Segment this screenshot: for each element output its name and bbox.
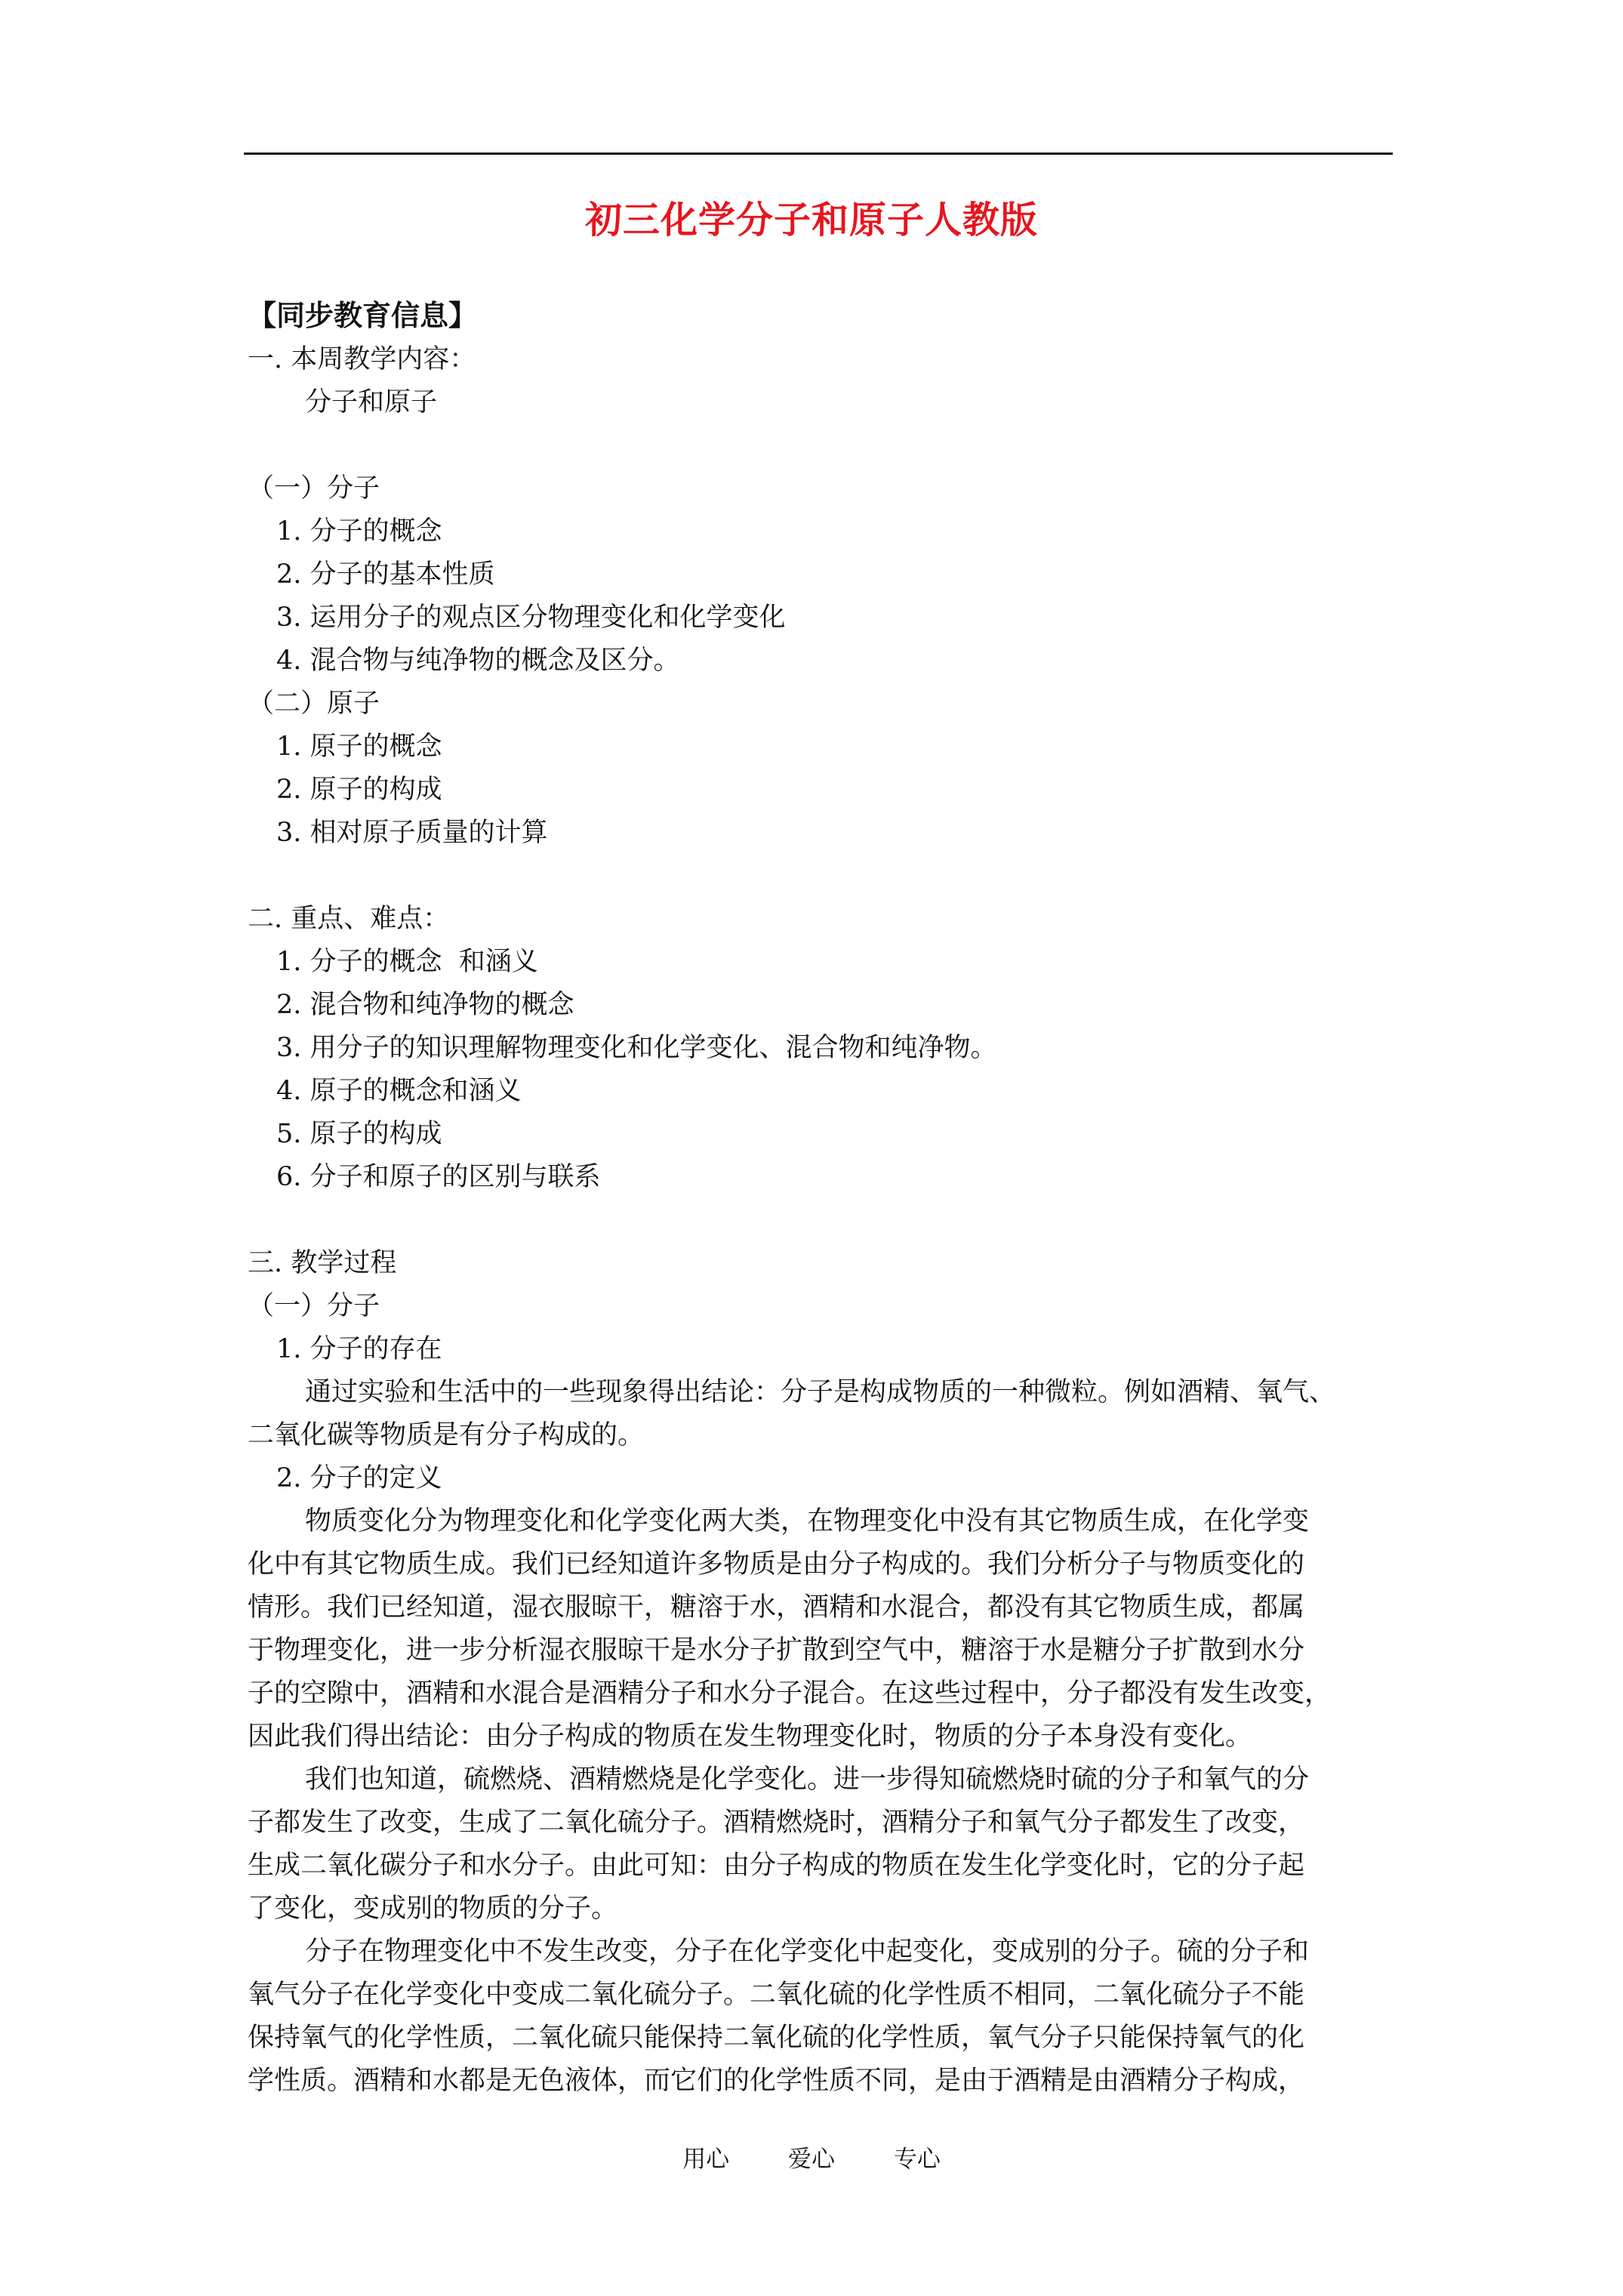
part1-heading: 一. 本周教学内容： — [248, 344, 476, 374]
list-item: 4. 原子的概念和涵义 — [276, 1076, 522, 1106]
spacer — [248, 855, 1414, 898]
paragraph-line: 于物理变化，进一步分析湿衣服晾干是水分子扩散到空气中，糖溶于水是糖分子扩散到水分 — [248, 1635, 1305, 1666]
paragraph — [248, 1758, 1414, 1931]
paragraph — [248, 1500, 1414, 1758]
part1-topic: 分子和原子 — [305, 387, 438, 418]
document-body — [248, 293, 1414, 2103]
list-item: 1. 分子的概念 — [276, 516, 442, 547]
part3-sub1-heading: （一）分子 — [248, 1291, 380, 1321]
part1-sub2-heading: （二）原子 — [248, 689, 380, 719]
paragraph-line: 化中有其它物质生成。我们已经知道许多物质是由分子构成的。我们分析分子与物质变化的 — [248, 1549, 1305, 1579]
paragraph-line: 我们也知道，硫燃烧、酒精燃烧是化学变化。进一步得知硫燃烧时硫的分子和氧气的分 — [305, 1764, 1310, 1795]
list-item: 6. 分子和原子的区别与联系 — [276, 1162, 601, 1192]
part1-sub1-heading: （一）分子 — [248, 473, 380, 504]
section-label: 【同步教育信息】 — [248, 298, 478, 332]
footer-text: 爱心 — [788, 2146, 835, 2173]
document-title: 初三化学分子和原子人教版 — [584, 198, 1038, 242]
list-item: 1. 分子的存在 — [276, 1334, 442, 1364]
list-item: 4. 混合物与纯净物的概念及区分。 — [276, 646, 680, 676]
list-item: 3. 用分子的知识理解物理变化和化学变化、混合物和纯净物。 — [276, 1033, 997, 1063]
paragraph-line: 通过实验和生活中的一些现象得出结论：分子是构成物质的一种微粒。例如酒精、氧气、 — [305, 1377, 1336, 1407]
part2-heading: 二. 重点、难点： — [248, 904, 450, 934]
paragraph — [248, 1931, 1414, 2103]
spacer — [248, 424, 1414, 467]
header-rule — [244, 153, 1393, 155]
spacer — [248, 1199, 1414, 1242]
list-item: 3. 相对原子质量的计算 — [276, 818, 548, 848]
footer-text: 专心 — [893, 2146, 941, 2173]
part3-heading: 三. 教学过程 — [248, 1248, 397, 1278]
paragraph-line: 分子在物理变化中不发生改变，分子在化学变化中起变化，变成别的分子。硫的分子和 — [305, 1937, 1310, 1967]
paragraph — [248, 1371, 1414, 1457]
paragraph-line: 学性质。酒精和水都是无色液体，而它们的化学性质不同，是由于酒精是由酒精分子构成， — [248, 2066, 1305, 2096]
paragraph-line: 因此我们得出结论：由分子构成的物质在发生物理变化时，物质的分子本身没有变化。 — [248, 1721, 1252, 1752]
paragraph-line: 子的空隙中，酒精和水混合是酒精分子和水分子混合。在这些过程中，分子都没有发生改变， — [248, 1678, 1332, 1709]
list-item: 1. 分子的概念 和涵义 — [276, 947, 538, 977]
list-item: 2. 混合物和纯净物的概念 — [276, 990, 574, 1020]
paragraph-line: 了变化，变成别的物质的分子。 — [248, 1894, 618, 1924]
paragraph-line: 物质变化分为物理变化和化学变化两大类，在物理变化中没有其它物质生成，在化学变 — [305, 1506, 1310, 1536]
list-item: 3. 运用分子的观点区分物理变化和化学变化 — [276, 603, 786, 633]
paragraph-line: 情形。我们已经知道，湿衣服晾干，糖溶于水，酒精和水混合，都没有其它物质生成，都属 — [248, 1592, 1305, 1623]
list-item: 2. 原子的构成 — [276, 775, 442, 805]
list-item: 2. 分子的基本性质 — [276, 559, 495, 590]
paragraph-line: 保持氧气的化学性质，二氧化硫只能保持二氧化硫的化学性质，氧气分子只能保持氧气的化 — [248, 2023, 1305, 2053]
list-item: 5. 原子的构成 — [276, 1119, 442, 1149]
footer-text: 用心 — [682, 2146, 730, 2173]
paragraph-line: 氧气分子在化学变化中变成二氧化硫分子。二氧化硫的化学性质不相同，二氧化硫分子不能 — [248, 1980, 1305, 2010]
page-footer — [0, 2140, 1623, 2178]
list-item: 1. 原子的概念 — [276, 732, 442, 762]
paragraph-line: 生成二氧化碳分子和水分子。由此可知：由分子构成的物质在发生化学变化时，它的分子起 — [248, 1851, 1305, 1881]
list-item: 2. 分子的定义 — [276, 1463, 442, 1493]
paragraph-line: 子都发生了改变，生成了二氧化硫分子。酒精燃烧时，酒精分子和氧气分子都发生了改变， — [248, 1808, 1305, 1838]
paragraph-line: 二氧化碳等物质是有分子构成的。 — [248, 1420, 645, 1450]
